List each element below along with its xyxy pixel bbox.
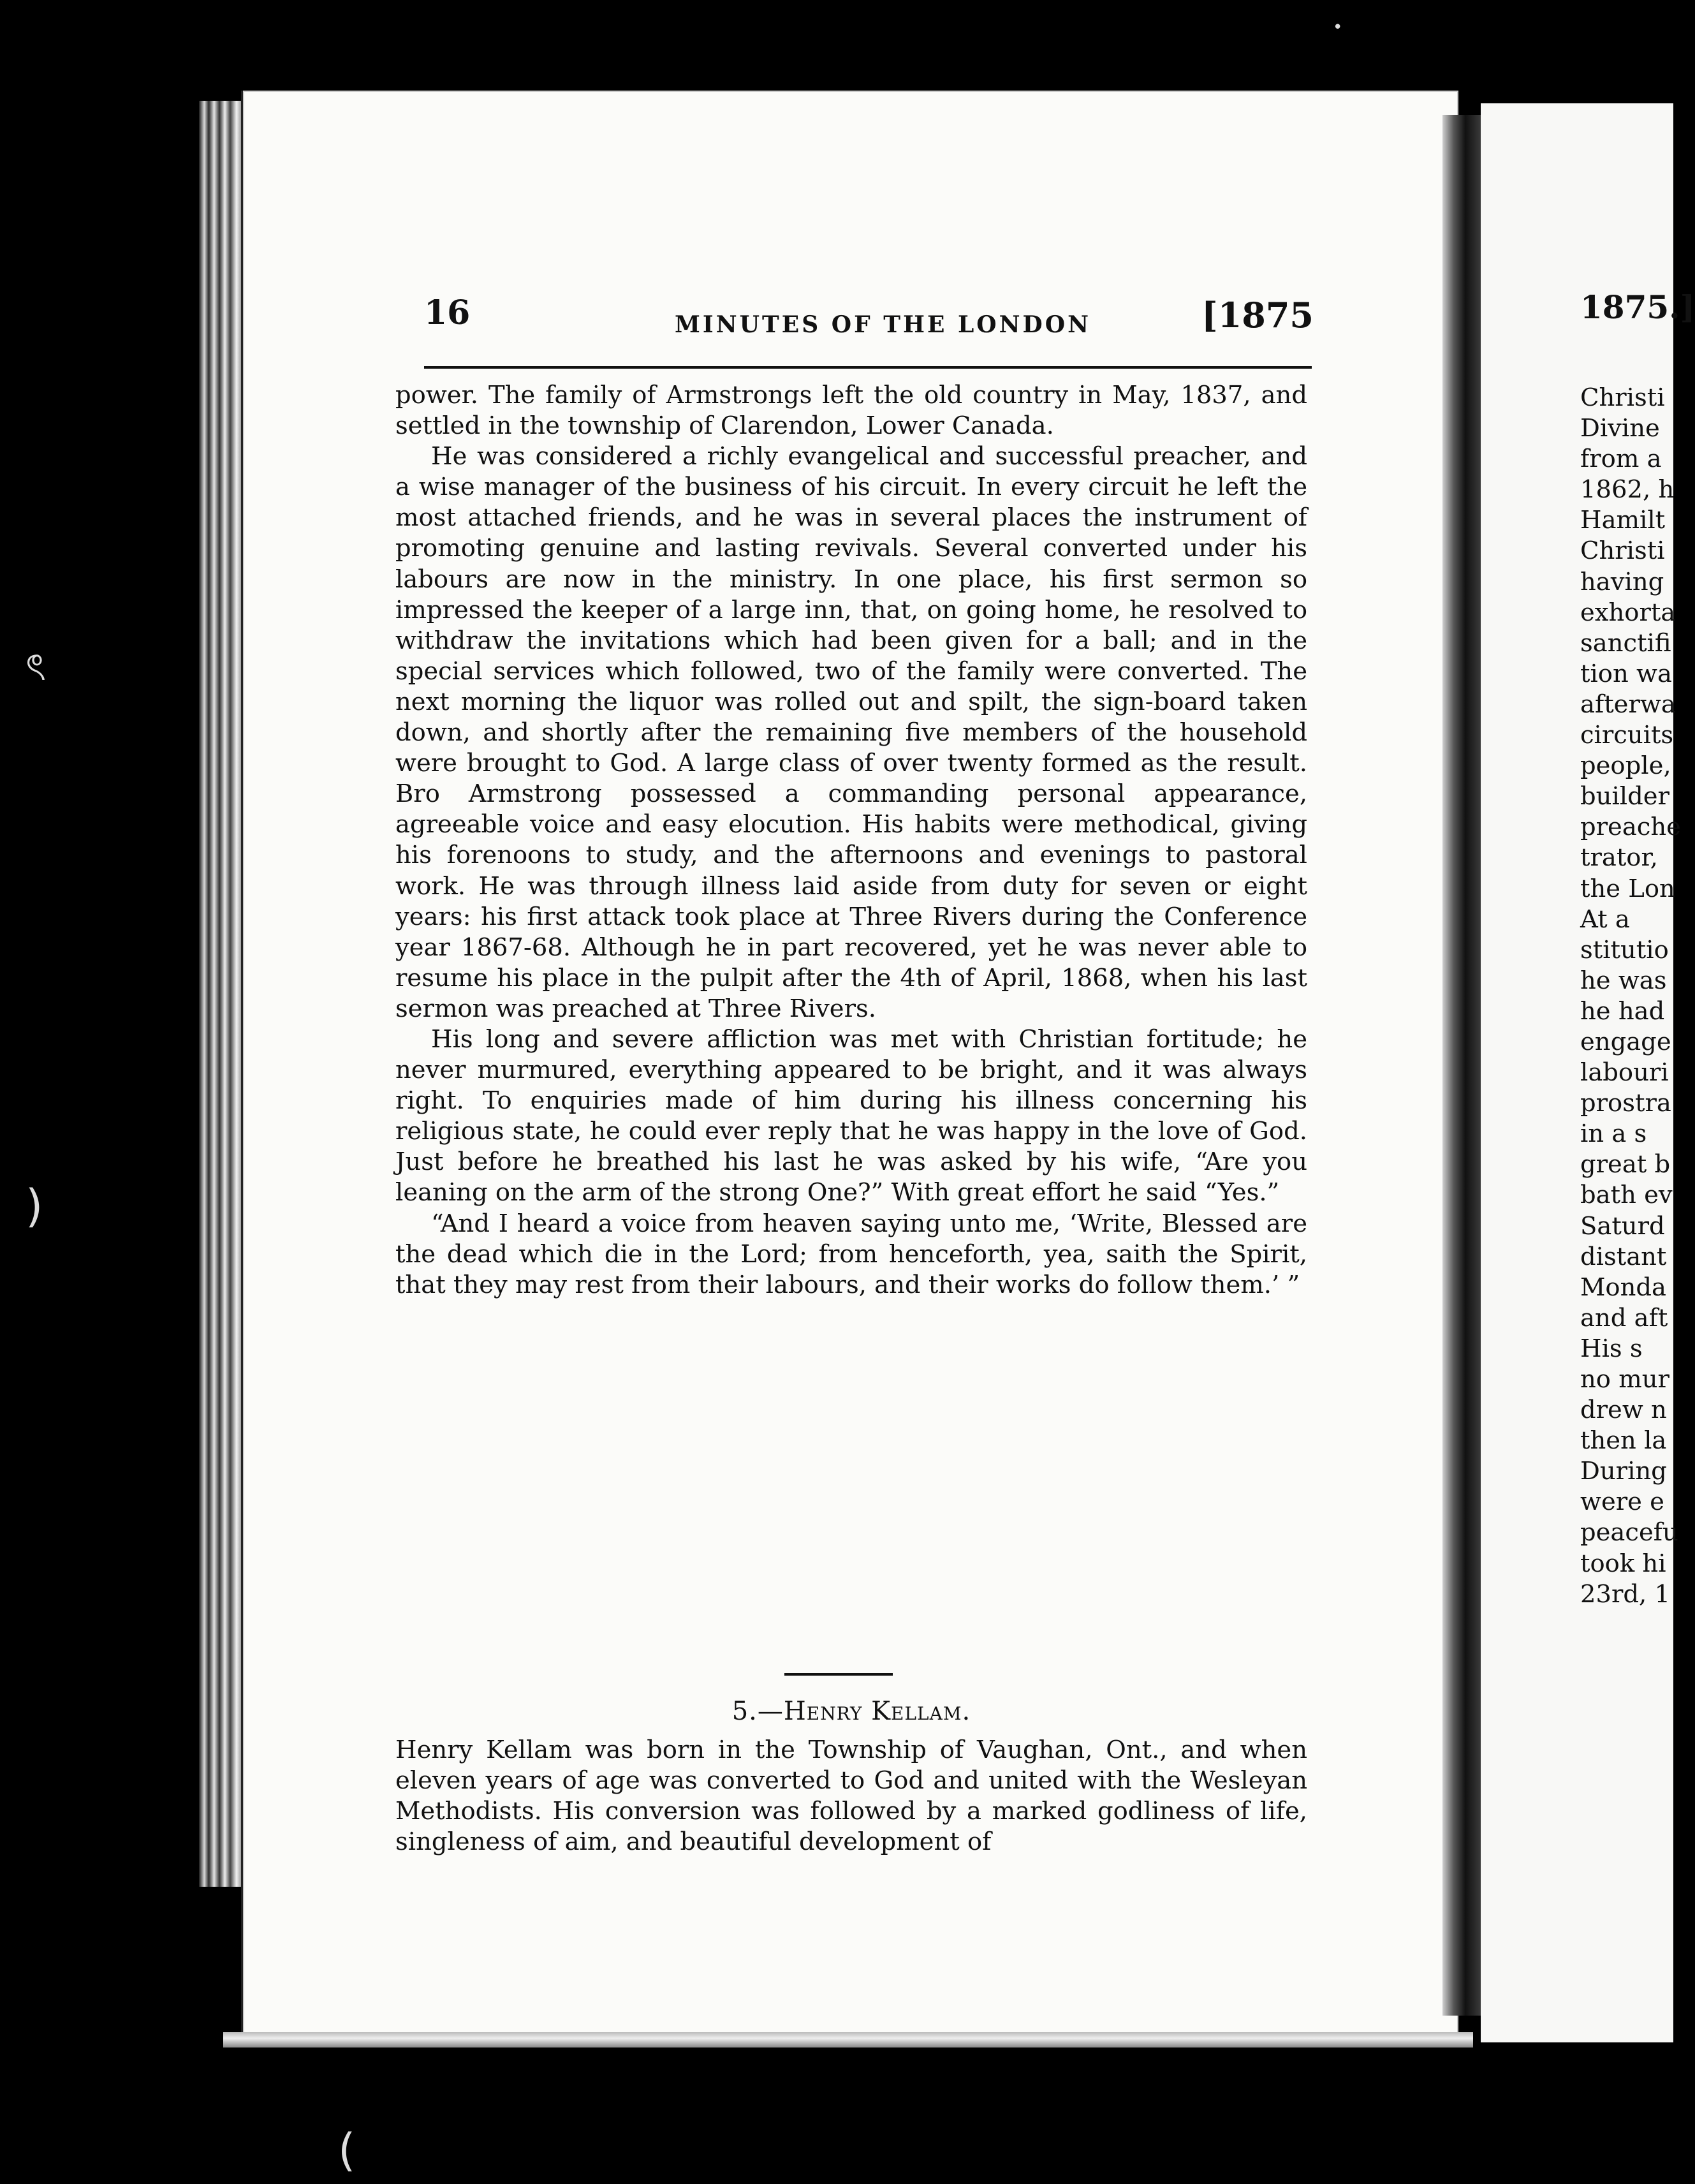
facing-page-line: Saturd [1580,1211,1665,1241]
facing-page-line: he was [1580,966,1667,995]
facing-page-line: then la [1580,1426,1667,1456]
paragraph: Henry Kellam was born in the Township of Vaughan, Ont., and when eleven years of age was converted to God and united with the Wesleyan Methodists. His conversion was followed by a marked godliness of life, singleness of aim, and beautiful development of [395,1736,1307,1857]
facing-page-line: 23rd, 1 [1580,1579,1671,1609]
facing-page-line: the Lon [1580,874,1675,903]
facing-page-line: drew n [1580,1396,1667,1425]
facing-page-line: exhorta [1580,598,1676,627]
facing-page-line: builder [1580,782,1669,811]
scan-speck: ) [26,1180,43,1232]
page-gutter [1442,115,1481,2016]
facing-page-line: people, [1580,751,1671,781]
page-bottom-edge [223,2032,1473,2048]
facing-page-line: he had [1580,996,1665,1026]
facing-page-line: tion wa [1580,659,1672,688]
facing-page-line: afterwa [1580,690,1676,719]
running-header [424,293,1314,355]
facing-page-line: Christi [1580,383,1665,412]
paragraph: “And I heard a voice from heaven saying unto me, ‘Write, Blessed are the dead which die in the Lord; from henceforth, yea, saith the Spirit, that they may rest from their labours, and their works do follow them.’ ” [395,1209,1307,1299]
facing-page-text [1580,383,1681,1610]
page-number: 16 [424,293,471,332]
facing-page-year: 1875.] [1580,288,1695,326]
facing-page-line: peacefu [1580,1518,1678,1547]
facing-page-line: labouri [1580,1058,1669,1088]
facing-page-line: were e [1580,1487,1664,1517]
header-year: [1875 [1201,295,1314,336]
facing-page-line: from a [1580,445,1662,474]
facing-page-line: prostra [1580,1089,1671,1118]
scan-speck: ( [338,2124,356,2176]
section-heading: 5.—Henry Kellam. [731,1697,971,1726]
running-title: MINUTES OF THE LONDON [675,311,1092,338]
book-spine [199,101,244,1887]
facing-page-line: circuits [1580,721,1674,750]
facing-page-line: and aft [1580,1303,1668,1332]
facing-page-line: bath ev [1580,1181,1673,1210]
header-rule [424,366,1312,369]
facing-page-line: no mur [1580,1365,1669,1394]
facing-page-line: Christi [1580,536,1665,566]
facing-page-line: Divine [1580,414,1660,443]
paragraph: His long and severe affliction was met with Christian fortitude; he never murmured, everything appeared to be bright, and it was always right. To enquiries made of him during his illness concerning his religious state, he could ever reply that he was happy in the love of God. Just before he breathed his last he was asked by his wife, “Are you leaning on the arm of the strong One?” With great effort he said “Yes.” [395,1024,1307,1207]
main-text [395,380,1307,1301]
paragraph: He was considered a richly evangelical and successful preacher, and a wise manager of the business of his circuit. In every circuit he left the most attached friends, and he was in several places the instrument of promoting genuine and lasting revivals. Several converted under his labours are now in the ministry. In one place, his first sermon so impressed the keeper of a large inn, that, on going home, he resolved to withdraw the invitations which had been given for a ball; and in the special services which followed, two of the family were converted. The next morning the liquor was rolled out and spilt, the sign-board taken down, and shortly after the remaining five members of the household were brought to God. A large class of over twenty formed as the result. Bro Armstrong possessed a commanding personal appearance, agreeable voice and easy elocution. His habits were methodical, giving his forenoons to study, and the afternoons and evenings to pastoral work. He was through illness laid aside from duty for seven or eight years: his first attack took place at Three Rivers during the Conference year 1867-68. Although he in part recovered, yet he was never able to resume his place in the pulpit after the 4th of April, 1868, when his last sermon was preached at Three Rivers. [395,442,1307,1023]
facing-page-line: During [1580,1457,1667,1486]
facing-page-line: At a [1580,904,1630,934]
scan-speck: ৎ [26,645,47,690]
facing-page-line: great b [1580,1150,1671,1179]
section-text [395,1735,1307,1857]
facing-page-line: Monda [1580,1273,1666,1302]
scan-speck: • [1333,18,1343,37]
facing-page-line: 1862, h [1580,475,1675,505]
facing-page-line: stitutio [1580,935,1669,964]
facing-page-line: Hamilt [1580,506,1666,535]
facing-page-line: distant [1580,1242,1667,1271]
paragraph: power. The family of Armstrongs left the old country in May, 1837, and settled in the township of Clarendon, Lower Canada. [395,381,1307,441]
facing-page-line: in a s [1580,1119,1647,1149]
facing-page-line: engage [1580,1027,1671,1056]
facing-page-line: preache [1580,813,1681,842]
facing-page-line: trator, [1580,843,1658,873]
facing-page-line: having [1580,567,1664,596]
facing-page-line: sanctifi [1580,628,1671,658]
section-divider [784,1673,893,1676]
facing-page-line: His s [1580,1334,1643,1363]
facing-page-line: took hi [1580,1549,1666,1578]
